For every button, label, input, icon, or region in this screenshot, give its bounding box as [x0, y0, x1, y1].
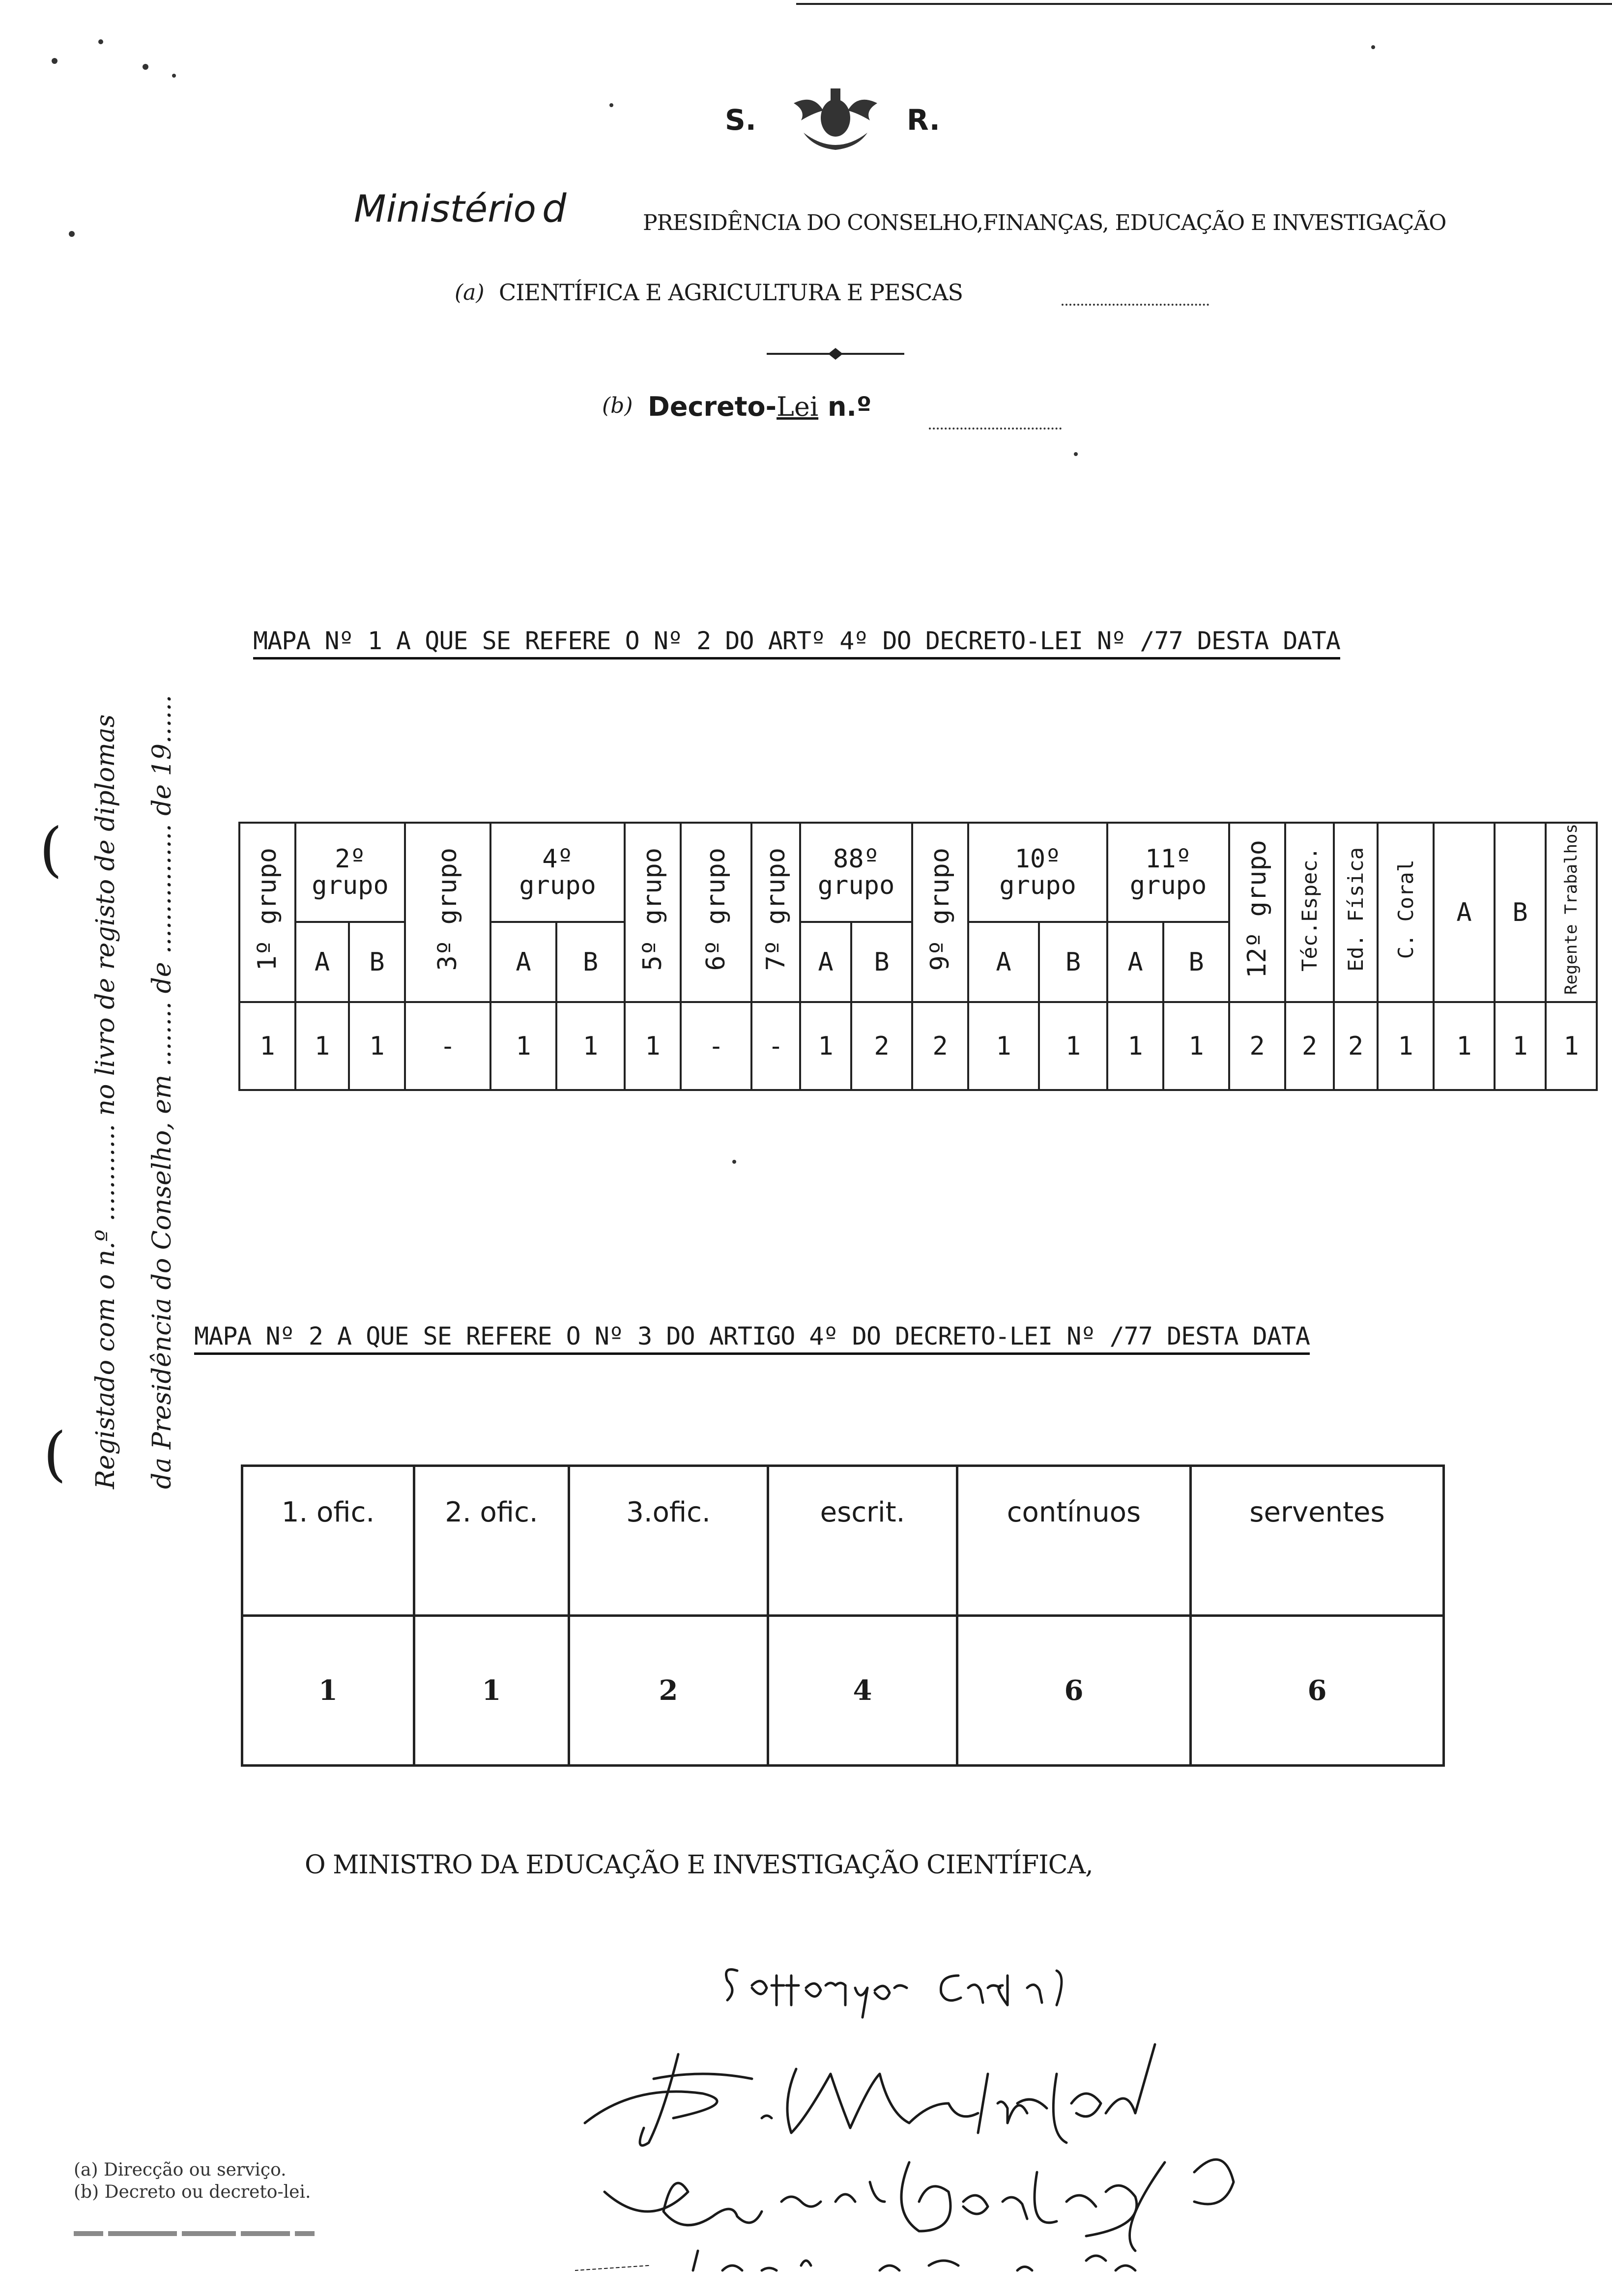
header-cell — [1378, 823, 1434, 1002]
sub-a: A — [1107, 922, 1163, 1002]
group-3-label: 3º grupo — [433, 847, 462, 971]
header-cell — [625, 823, 681, 1002]
regente-label: Regente Trabalhos — [1561, 824, 1581, 995]
speck — [98, 39, 103, 44]
cell-value: 4 — [768, 1616, 957, 1766]
ministry-line-a: CIENTÍFICA E AGRICULTURA E PESCAS — [499, 279, 963, 306]
cell-value: 1 — [1107, 1002, 1163, 1090]
footnote-b: (b) Decreto ou decreto-lei. — [74, 2182, 311, 2202]
group-8-word: grupo — [817, 871, 895, 901]
mapa-2-table — [241, 1464, 1445, 1767]
header-cell: serventes — [1191, 1466, 1444, 1616]
ed-fisica-label: Ed. Física — [1344, 847, 1368, 972]
label-a: (a) — [455, 280, 485, 305]
cell-value: - — [751, 1002, 800, 1090]
col-b-label: B — [1512, 897, 1528, 927]
group-4-word: grupo — [519, 871, 596, 901]
group-12-label: 12º grupo — [1242, 840, 1272, 978]
sub-b: B — [1163, 922, 1229, 1002]
sub-b: B — [349, 922, 405, 1002]
mapa-1-title: MAPA Nº 1 A QUE SE REFERE O Nº 2 DO ARTº 4º DO DECRETO-LEI Nº /77 DESTA DATA — [253, 627, 1340, 660]
sub-b: B — [851, 922, 912, 1002]
ministerio-word: Ministério — [354, 187, 536, 230]
group-5-label: 5º grupo — [638, 847, 667, 971]
cell-value: 1 — [349, 1002, 405, 1090]
cell-value: 1 — [1495, 1002, 1546, 1090]
label-b: (b) — [602, 393, 633, 418]
cell-value: 2 — [1229, 1002, 1285, 1090]
mapa-2-title: MAPA Nº 2 A QUE SE REFERE O Nº 3 DO ARTIGO 4º DO DECRETO-LEI Nº /77 DESTA DATA — [194, 1322, 1310, 1355]
cell-value: - — [681, 1002, 751, 1090]
decreto-number-label: n.º — [818, 391, 872, 422]
cell-value: 2 — [1334, 1002, 1378, 1090]
sub-a: A — [800, 922, 851, 1002]
group-1-label: 1º grupo — [253, 847, 282, 971]
speck — [52, 58, 58, 64]
group-6-label: 6º grupo — [701, 847, 731, 971]
cell-value: 1 — [800, 1002, 851, 1090]
speck — [143, 64, 148, 70]
group-10-word: grupo — [999, 871, 1076, 901]
cell-value: 2 — [912, 1002, 968, 1090]
header-cell — [1334, 823, 1378, 1002]
group-8-label: 88º — [833, 844, 879, 874]
footnote-a: (a) Direcção ou serviço. — [74, 2160, 287, 2180]
header-cell — [1285, 823, 1334, 1002]
dotted-line — [1062, 304, 1209, 306]
dotted-line — [929, 428, 1062, 430]
header-cell: 3.ofic. — [569, 1466, 768, 1616]
group-10-label: 10º — [1014, 844, 1061, 874]
sub-b: B — [556, 922, 625, 1002]
minister-title: O MINISTRO DA EDUCAÇÃO E INVESTIGAÇÃO CIENTÍFICA, — [305, 1850, 1093, 1880]
header-cell — [1107, 823, 1229, 922]
header-cell — [1434, 823, 1495, 1002]
cell-value: 1 — [295, 1002, 349, 1090]
sr-left: S. — [725, 103, 756, 137]
header-cell — [490, 823, 625, 922]
speck — [1074, 452, 1078, 456]
cell-value: 1 — [556, 1002, 625, 1090]
faded-print-reference — [74, 2226, 393, 2241]
cell-value: 6 — [957, 1616, 1191, 1766]
decreto-lei-line — [648, 391, 871, 422]
cell-value: 1 — [625, 1002, 681, 1090]
header-cell — [1495, 823, 1546, 1002]
sr-right: R. — [907, 103, 940, 137]
cell-value: 1 — [490, 1002, 556, 1090]
header-cell: contínuos — [957, 1466, 1191, 1616]
sub-b: B — [1039, 922, 1107, 1002]
sub-a: A — [490, 922, 556, 1002]
cell-value: 2 — [569, 1616, 768, 1766]
mapa-1-table — [238, 822, 1598, 1091]
cell-value: 1 — [1039, 1002, 1107, 1090]
header-cell: escrit. — [768, 1466, 957, 1616]
cell-value: 1 — [239, 1002, 295, 1090]
header-cell — [239, 823, 295, 1002]
cell-value: 1 — [1163, 1002, 1229, 1090]
decreto-lei-word: Lei — [777, 391, 819, 422]
diamond-rule-ornament — [767, 344, 904, 364]
tec-espec-label: Téc.Espec. — [1297, 847, 1322, 972]
header-cell: 2. ofic. — [414, 1466, 569, 1616]
cell-value: 6 — [1191, 1616, 1444, 1766]
registration-line-1: Registado com o n.º ............ no livro de registo de diplomas — [91, 714, 120, 1489]
group-4-label: 4º — [542, 844, 573, 874]
ministerio-d: d — [542, 187, 567, 231]
header-cell — [295, 823, 405, 922]
sub-a: A — [295, 922, 349, 1002]
top-rule — [796, 3, 1612, 5]
cell-value: 1 — [242, 1616, 414, 1766]
registration-line-2: da Presidência do Conselho, em ........ de ................ de 19...... — [147, 694, 177, 1489]
header-cell — [405, 823, 490, 1002]
group-2-word: grupo — [312, 871, 389, 901]
coral-label: C. Coral — [1393, 859, 1418, 959]
cell-value: 2 — [851, 1002, 912, 1090]
header-cell — [1546, 823, 1597, 1002]
cell-value: 1 — [1546, 1002, 1597, 1090]
header-cell — [968, 823, 1107, 922]
header-cell — [751, 823, 800, 1002]
header-cell — [1229, 823, 1285, 1002]
header-cell — [681, 823, 751, 1002]
group-9-label: 9º grupo — [925, 847, 955, 971]
header-cell — [800, 823, 912, 922]
bracket-mark: ( — [39, 816, 62, 884]
coat-of-arms-emblem — [784, 84, 887, 162]
cell-value: 1 — [968, 1002, 1039, 1090]
speck — [69, 231, 75, 237]
header-cell: 1. ofic. — [242, 1466, 414, 1616]
bracket-mark: ( — [43, 1420, 66, 1489]
cell-value: 2 — [1285, 1002, 1334, 1090]
cell-value: 1 — [1434, 1002, 1495, 1090]
cell-value: 1 — [1378, 1002, 1434, 1090]
sub-a: A — [968, 922, 1039, 1002]
group-2-label: 2º — [335, 844, 366, 874]
cell-value: 1 — [414, 1616, 569, 1766]
speck — [732, 1160, 736, 1164]
group-11-label: 11º — [1145, 844, 1191, 874]
handwritten-signatures — [575, 1956, 1420, 2295]
speck — [609, 103, 613, 107]
group-11-word: grupo — [1129, 871, 1207, 901]
decreto-word: Decreto- — [648, 391, 777, 422]
header-cell — [912, 823, 968, 1002]
cell-value: - — [405, 1002, 490, 1090]
speck — [172, 74, 176, 78]
speck — [1371, 45, 1375, 49]
ministerio-heading — [354, 187, 567, 231]
group-7-label: 7º grupo — [761, 847, 791, 971]
ministry-names: PRESIDÊNCIA DO CONSELHO,FINANÇAS, EDUCAÇÃO E INVESTIGAÇÃO — [643, 210, 1446, 235]
col-a-label: A — [1456, 897, 1472, 927]
